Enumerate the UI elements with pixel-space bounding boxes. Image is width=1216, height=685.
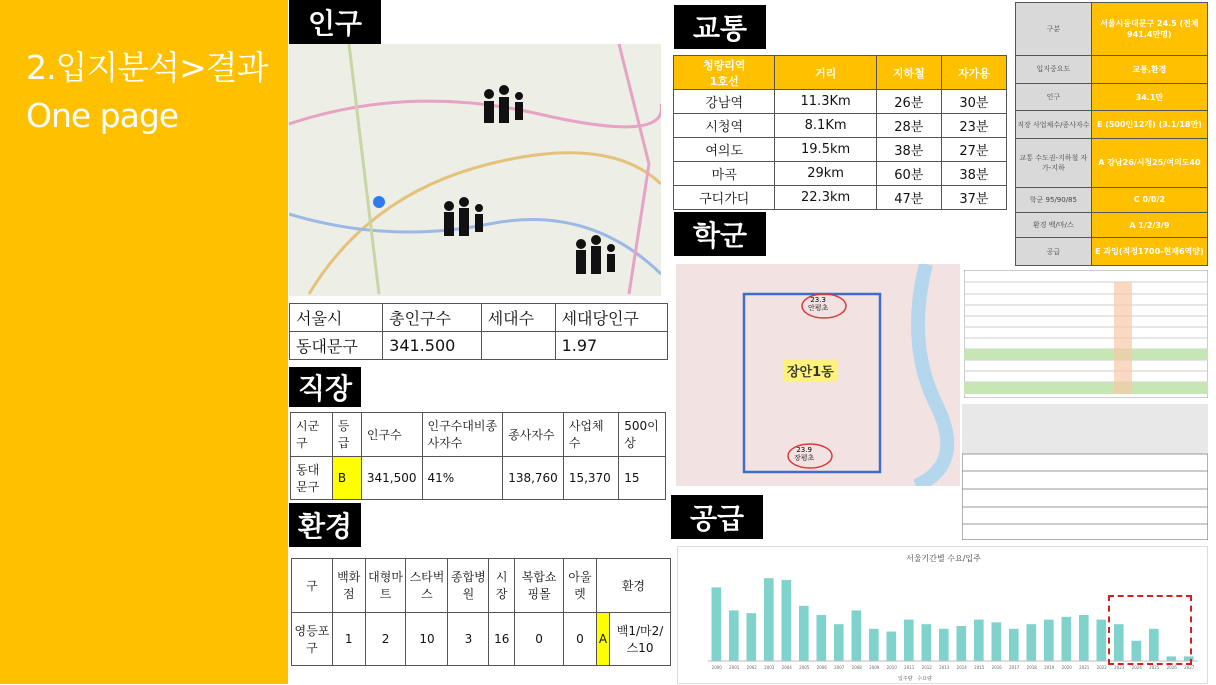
td-500plus: 15 xyxy=(619,456,666,500)
x-tick-label: 2019 xyxy=(1044,665,1055,670)
x-tick-label: 2023 xyxy=(1114,665,1125,670)
table-row xyxy=(674,114,1007,138)
td-dist: 29km xyxy=(775,162,876,186)
chart-bar xyxy=(992,622,1002,661)
td-dist: 22.3km xyxy=(775,186,876,210)
chart-bar xyxy=(1027,624,1037,661)
chart-bar xyxy=(729,610,739,661)
slide-subtitle: One page xyxy=(26,96,179,135)
td-workers: 138,760 xyxy=(503,456,564,500)
summary-header-value: 서울시동대문구 24.5 (전체 941.4만명) xyxy=(1091,3,1207,56)
table-row xyxy=(674,186,1007,210)
summary-value: A 강남26/시청25/여의도40 xyxy=(1091,139,1207,187)
td-hospital: 3 xyxy=(448,612,489,666)
summary-value: 교통,환경 xyxy=(1091,56,1207,84)
x-tick-label: 2026 xyxy=(1166,665,1177,670)
chart-bar xyxy=(1079,615,1089,661)
td-subway-time: 28분 xyxy=(876,114,941,138)
summary-value: 34.1만 xyxy=(1091,83,1207,111)
summary-label: 환경 백/마/스 xyxy=(1016,212,1092,237)
td-dest: 시청역 xyxy=(674,114,775,138)
x-tick-label: 2021 xyxy=(1079,665,1090,670)
chart-bar xyxy=(904,620,914,661)
th-500plus: 500이상 xyxy=(619,413,666,457)
x-tick-label: 2014 xyxy=(956,665,967,670)
chart-bar xyxy=(887,632,897,661)
td-car-time: 30분 xyxy=(941,90,1006,114)
td-households xyxy=(481,332,555,360)
x-tick-label: 2025 xyxy=(1149,665,1160,670)
school-score-table xyxy=(962,404,1208,540)
td-worker-ratio: 41% xyxy=(422,456,503,500)
th-worker-ratio: 인구수대비종사자수 xyxy=(422,413,503,457)
environment-table xyxy=(291,558,671,666)
x-tick-label: 2001 xyxy=(729,665,740,670)
td-dist: 8.1Km xyxy=(775,114,876,138)
x-tick-label: 2015 xyxy=(974,665,985,670)
td-mall: 0 xyxy=(515,612,564,666)
chart-bar xyxy=(1062,617,1072,661)
chart-title: 서울기간별 수요/입주 xyxy=(906,554,981,563)
chart-bar xyxy=(922,624,932,661)
th-subway: 지하철 xyxy=(876,56,941,90)
th-distance: 거리 xyxy=(775,56,876,90)
summary-header-label: 구분 xyxy=(1016,3,1092,56)
chart-bar xyxy=(712,587,722,661)
school-table-graphic xyxy=(964,270,1208,398)
location-pin-icon xyxy=(373,196,385,208)
supply-chart xyxy=(677,546,1208,684)
traffic-table xyxy=(673,55,1007,210)
td-subway-time: 38분 xyxy=(876,138,941,162)
workplace-table xyxy=(290,412,666,500)
td-gu: 영등포구 xyxy=(292,612,333,666)
td-total-pop: 341.500 xyxy=(383,332,482,360)
x-tick-label: 2022 xyxy=(1096,665,1107,670)
chart-bar xyxy=(939,629,949,661)
map-graphic xyxy=(289,44,661,296)
slide-title: 2.입지분석>결과 xyxy=(26,48,268,87)
td-dept-store: 1 xyxy=(332,612,365,666)
population-map xyxy=(289,44,661,296)
x-tick-label: 2011 xyxy=(904,665,915,670)
td-car-time: 23분 xyxy=(941,114,1006,138)
section-population: 인구 xyxy=(289,0,381,44)
th-total-pop: 총인구수 xyxy=(383,304,482,332)
x-tick-label: 2027 xyxy=(1184,665,1195,670)
th-env: 환경 xyxy=(596,559,670,613)
chart-bar xyxy=(974,620,984,661)
section-supply: 공급 xyxy=(671,495,763,539)
chart-bar xyxy=(747,613,757,661)
x-tick-label: 2017 xyxy=(1009,665,1020,670)
td-district: 동대문구 xyxy=(290,332,383,360)
x-tick-label: 2006 xyxy=(816,665,827,670)
td-population: 341,500 xyxy=(361,456,422,500)
section-traffic: 교통 xyxy=(674,5,766,49)
td-dest: 마곡 xyxy=(674,162,775,186)
x-tick-label: 2002 xyxy=(746,665,757,670)
chart-bar xyxy=(1044,620,1054,661)
summary-label: 직장 사업체수/종사자수 xyxy=(1016,111,1092,139)
summary-label: 공급 xyxy=(1016,238,1092,266)
th-gu: 구 xyxy=(292,559,333,613)
score-table-graphic xyxy=(962,404,1208,540)
x-tick-label: 2020 xyxy=(1061,665,1072,670)
table-row xyxy=(674,162,1007,186)
th-households: 세대수 xyxy=(481,304,555,332)
th-workers: 종사자수 xyxy=(503,413,564,457)
td-outlet: 0 xyxy=(564,612,597,666)
legend-demand: 수요량 xyxy=(917,676,932,682)
table-row xyxy=(674,90,1007,114)
td-subway-time: 47분 xyxy=(876,186,941,210)
td-grade: B xyxy=(332,456,361,500)
forecast-highlight xyxy=(1108,595,1192,665)
chart-bar xyxy=(799,606,809,661)
th-dept-store: 백화점 xyxy=(332,559,365,613)
td-env-detail: 백1/마2/스10 xyxy=(610,612,671,666)
summary-value: C 0/0/2 xyxy=(1091,187,1207,212)
td-sigungu: 동대문구 xyxy=(291,456,333,500)
th-mall: 복합쇼핑몰 xyxy=(515,559,564,613)
summary-label: 교통 수도권-지하철 자가-지하 xyxy=(1016,139,1092,187)
summary-label: 인구 xyxy=(1016,83,1092,111)
x-tick-label: 2009 xyxy=(869,665,880,670)
sidebar xyxy=(0,0,288,684)
school-label: 23.9 장평초 xyxy=(794,446,815,462)
td-dest: 구디가디 xyxy=(674,186,775,210)
th-starbucks: 스타벅스 xyxy=(406,559,448,613)
th-pop-per-household: 세대당인구 xyxy=(555,304,667,332)
td-dist: 11.3Km xyxy=(775,90,876,114)
chart-bar xyxy=(834,624,844,661)
td-env-grade: A xyxy=(596,612,609,666)
x-tick-label: 2013 xyxy=(939,665,950,670)
x-tick-label: 2012 xyxy=(921,665,932,670)
td-dest: 강남역 xyxy=(674,90,775,114)
chart-bar xyxy=(1009,629,1019,661)
th-car: 자가용 xyxy=(941,56,1006,90)
th-population: 인구수 xyxy=(361,413,422,457)
td-mart: 2 xyxy=(365,612,406,666)
table-row xyxy=(674,138,1007,162)
td-dist: 19.5km xyxy=(775,138,876,162)
th-hospital: 종합병원 xyxy=(448,559,489,613)
td-subway-time: 26분 xyxy=(876,90,941,114)
section-school: 학군 xyxy=(674,212,766,256)
school-list-table xyxy=(964,270,1208,398)
chart-bar xyxy=(852,610,862,661)
legend-supply: 입주량 xyxy=(898,676,913,682)
x-tick-label: 2016 xyxy=(991,665,1002,670)
td-car-time: 27분 xyxy=(941,138,1006,162)
x-tick-label: 2000 xyxy=(711,665,722,670)
chart-bar xyxy=(764,578,774,661)
x-tick-label: 2008 xyxy=(851,665,862,670)
chart-bar xyxy=(957,626,967,661)
chart-bar xyxy=(869,629,879,661)
th-origin: 청량리역 1호선 xyxy=(674,56,775,90)
chart-bar xyxy=(1097,620,1107,661)
td-starbucks: 10 xyxy=(406,612,448,666)
th-grade: 등급 xyxy=(332,413,361,457)
school-map xyxy=(676,264,960,486)
x-tick-label: 2004 xyxy=(781,665,792,670)
school-label: 23.3 안평초 xyxy=(808,296,829,312)
population-table xyxy=(289,303,668,360)
summary-value: E 과잉(적정1700-현재6역양) xyxy=(1091,238,1207,266)
th-mart: 대형마트 xyxy=(365,559,406,613)
td-car-time: 37분 xyxy=(941,186,1006,210)
x-tick-label: 2003 xyxy=(764,665,775,670)
th-city: 서울시 xyxy=(290,304,383,332)
x-tick-label: 2024 xyxy=(1131,665,1142,670)
chart-bar xyxy=(817,615,827,661)
summary-value: A 1/2/3/9 xyxy=(1091,212,1207,237)
td-subway-time: 60분 xyxy=(876,162,941,186)
x-tick-label: 2010 xyxy=(886,665,897,670)
td-businesses: 15,370 xyxy=(563,456,618,500)
area-label: 장안1동 xyxy=(784,360,837,381)
section-workplace: 직장 xyxy=(289,367,361,407)
th-businesses: 사업체수 xyxy=(563,413,618,457)
td-pop-per-household: 1.97 xyxy=(555,332,667,360)
section-environment: 환경 xyxy=(289,503,361,547)
td-market: 16 xyxy=(489,612,515,666)
th-sigungu: 시군구 xyxy=(291,413,333,457)
summary-table xyxy=(1015,2,1208,266)
td-car-time: 38분 xyxy=(941,162,1006,186)
td-dest: 여의도 xyxy=(674,138,775,162)
x-tick-label: 2007 xyxy=(834,665,845,670)
summary-value: E (500인12개) (3.1/18만) xyxy=(1091,111,1207,139)
chart-bar xyxy=(782,580,792,661)
th-outlet: 아울렛 xyxy=(564,559,597,613)
summary-label: 학군 95/90/85 xyxy=(1016,187,1092,212)
x-tick-label: 2018 xyxy=(1026,665,1037,670)
th-market: 시장 xyxy=(489,559,515,613)
chart-legend xyxy=(898,675,932,682)
x-tick-label: 2005 xyxy=(799,665,810,670)
summary-label: 입지중요도 xyxy=(1016,56,1092,84)
